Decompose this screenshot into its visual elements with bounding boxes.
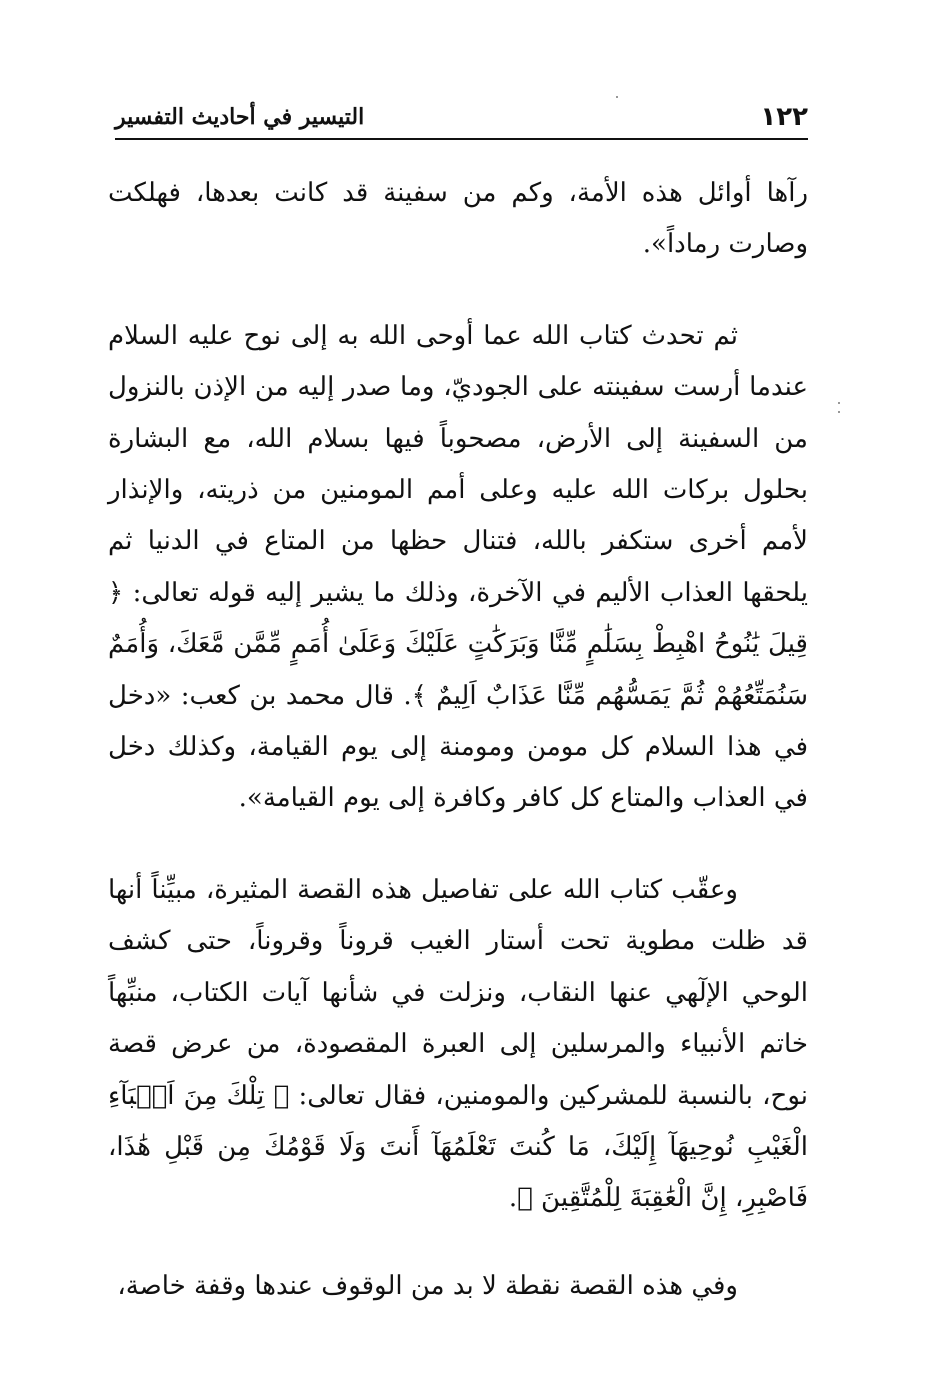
paragraph-final: وفي هذه القصة نقطة لا بد من الوقوف عندها وقفة خاصة، [117,1270,738,1301]
body-text [108,168,808,1312]
paragraph-gap [108,271,808,311]
scan-speck [616,96,618,98]
book-title: التيسير في أحاديث التفسير [115,104,365,130]
paragraph-gap [108,825,808,865]
page-number: ١٢٢ [760,102,808,132]
running-header [115,100,808,140]
paragraph-noah-ark: ثم تحدث كتاب الله عما أوحى الله به إلى نوح عليه السلام عندما أرست سفينته على الجوديّ، وما صدر إليه من الإذن بالنزول من السفينة إلى الأرض، مصحوباً فيها بسلام الله، مع البشارة بحلول بركات الله عليه وعلى أمم المومنين من ذريته، والإنذار لأمم أخرى ستكفر بالله، فتنال حظها من المتاع في الدنيا ثم يلحقها العذاب الأليم في الآخرة، وذلك ما يشير إليه قوله تعالى: ﴿ قِيلَ يَٰنُوحُ اهْبِطْ بِسَلَٰمٍ مِّنَّا وَبَرَكَٰتٍ عَلَيْكَ وَعَلَىٰ أُمَمٍ مِّمَّن مَّعَكَ، وَأُمَمٌ سَنُمَتِّعُهُمْ ثُمَّ يَمَسُّهُم مِّنَّا عَذَابٌ اَلِيمٌ ﴾. قال محمد بن كعب: «دخل في هذا السلام كل مومن ومومنة إلى يوم القيامة، وكذلك دخل في العذاب والمتاع كل كافر وكافرة إلى يوم القيامة». [108,320,808,814]
paragraph-commentary: وعقّب كتاب الله على تفاصيل هذه القصة المثيرة، مبيِّناً أنها قد ظلت مطوية تحت أستار الغيب قروناً وقروناً، حتى كشف الوحي الإلٓهي عنها النقاب، ونزلت في شأنها آيات الكتاب، منبِّهاً خاتم الأنبياء والمرسلين إلى العبرة المقصودة، من عرض قصة نوح، بالنسبة للمشركين والمومنين، فقال تعالى: ﴿ تِلْكَ مِنَ اَنۢبَآءِ الْغَيْبِ نُوحِيهَآ إِلَيْكَ، مَا كُنتَ تَعْلَمُهَآ أَنتَ وَلَا قَوْمُكَ مِن قَبْلِ هَٰذَا، فَاصْبِرِ، إِنَّ الْعَٰقِبَةَ لِلْمُتَّقِينَ ﴾. [108,874,808,1214]
scan-speck [838,411,840,413]
scan-speck [838,402,840,404]
paragraph-continuation: رآها أوائل هذه الأمة، وكم من سفينة قد كانت بعدها، فهلكت وصارت رماداً». [108,178,808,260]
paragraph-gap [108,1225,808,1261]
